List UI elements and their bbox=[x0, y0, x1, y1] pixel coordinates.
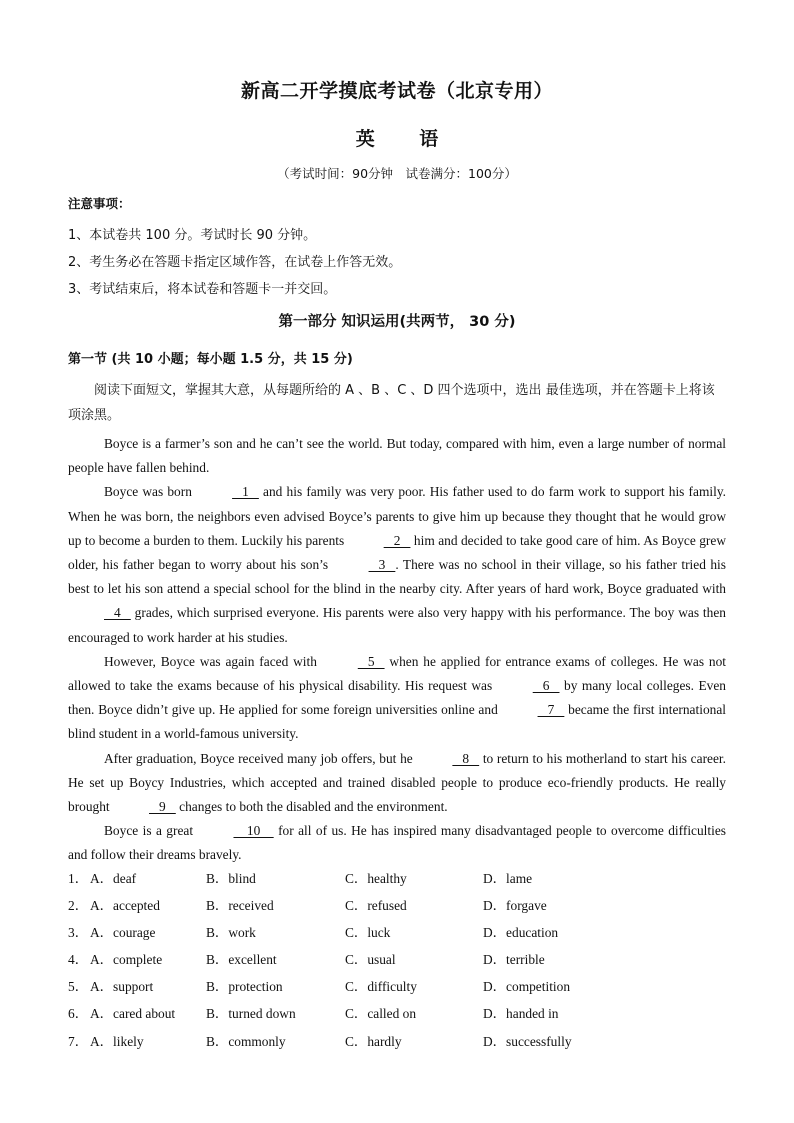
answer-blank: 8 bbox=[452, 750, 480, 766]
option-b: B．blind bbox=[206, 871, 256, 886]
question-number: 1． bbox=[68, 871, 89, 886]
answer-blank: 9 bbox=[149, 799, 176, 815]
passage-text: However, Boyce was again faced with bbox=[104, 653, 322, 669]
passage-text: grades, which surprised everyone. His parents were also very happy with his performance. The boy was then encouraged to work harder at his studies. bbox=[68, 605, 726, 645]
option-a: A．complete bbox=[90, 952, 163, 968]
question-row bbox=[68, 1003, 708, 1030]
option-d: D．lame bbox=[483, 871, 533, 886]
option-d: D．successfully bbox=[483, 1033, 572, 1049]
passage-paragraph bbox=[68, 480, 726, 649]
answer-blank: 7 bbox=[537, 702, 565, 718]
notice-item: 1、本试卷共 100 分。考试时长 90 分钟。 bbox=[68, 228, 317, 243]
question-number: 7． bbox=[68, 1033, 89, 1049]
question-row bbox=[68, 868, 708, 895]
passage-text: by many local colleges. Even then. Boyce didn’t give up. He applied for some foreign universities online and bbox=[68, 678, 727, 718]
passage-text: . There was no school in their village, so his father tried his best to let his son attend a special school for the blind in the nearby city. After years of hard work, Boyce graduated with bbox=[68, 557, 726, 597]
passage-text: him and decided to take good care of him. As Boyce grew older, his father began to worry about his son’s bbox=[68, 532, 726, 573]
passage-text: Boyce was born bbox=[104, 484, 197, 500]
question-row bbox=[68, 895, 708, 922]
section-instruction: 阅读下面短文，掌握其大意，从每题所给的 A 、B 、C 、D 四个选项中，选出 最佳选项，并在答题卡上将该项涂黑。 bbox=[68, 383, 715, 423]
passage-text: Boyce is a great bbox=[104, 823, 198, 839]
notice-heading: 注意事项： bbox=[68, 196, 131, 211]
question-row bbox=[68, 976, 708, 1003]
option-c: C．refused bbox=[345, 898, 407, 914]
option-b: B．turned down bbox=[206, 1006, 296, 1022]
answer-blank: 10 bbox=[233, 823, 274, 839]
part-heading: 第一部分 知识运用(共两节， 30 分) bbox=[278, 314, 516, 330]
passage-paragraph bbox=[68, 819, 726, 867]
notice-item: 3、考试结束后，将本试卷和答题卡一并交回。 bbox=[68, 282, 337, 297]
option-a: A．likely bbox=[90, 1033, 144, 1049]
option-c: C．usual bbox=[345, 952, 396, 968]
exam-info: （考试时间：90分钟 试卷满分：100分） bbox=[277, 166, 517, 181]
option-a: A．cared about bbox=[90, 1006, 176, 1022]
option-d: D．forgave bbox=[483, 898, 547, 914]
passage-text: became the first international blind student in a world-famous university. bbox=[68, 702, 726, 742]
subject-heading: 英 语 bbox=[355, 128, 439, 150]
option-d: D．handed in bbox=[483, 1006, 559, 1022]
question-options bbox=[68, 868, 708, 1058]
passage-paragraph bbox=[68, 650, 726, 747]
passage-text: for all of us. He has inspired many disadvantaged people to overcome difficulties and follow their dreams bravely. bbox=[68, 823, 726, 863]
option-d: D．education bbox=[483, 925, 559, 941]
passage-paragraph bbox=[68, 747, 726, 820]
answer-blank: 5 bbox=[357, 653, 385, 669]
option-a: A．support bbox=[90, 979, 154, 995]
option-c: C．luck bbox=[345, 925, 391, 941]
exam-title: 新高二开学摸底考试卷（北京专用） bbox=[240, 80, 553, 102]
option-d: D．terrible bbox=[483, 952, 545, 968]
passage-text: changes to both the disabled and the environment. bbox=[175, 799, 448, 815]
section-heading: 第一节 (共 10 小题；每小题 1.5 分，共 15 分) bbox=[68, 352, 353, 367]
answer-blank: 3 bbox=[368, 557, 396, 573]
reading-passage bbox=[68, 432, 726, 868]
question-number: 6． bbox=[68, 1006, 89, 1022]
passage-paragraph: Boyce is a farmer’s son and he can’t see the world. But today, compared with him, even a large number of normal people have fallen behind. bbox=[68, 436, 726, 476]
option-a: A．accepted bbox=[90, 898, 160, 914]
question-number: 2． bbox=[68, 898, 89, 914]
question-number: 3． bbox=[68, 925, 89, 941]
passage-text: to return to his motherland to start his career. He set up Boycy Industries, which accepted and trained disabled people to produce eco-friendly products. He really brought bbox=[68, 750, 726, 815]
notice-item: 2、考生务必在答题卡指定区域作答，在试卷上作答无效。 bbox=[68, 255, 402, 270]
answer-blank: 4 bbox=[104, 605, 131, 621]
option-a: A．courage bbox=[90, 925, 156, 941]
option-b: B．commonly bbox=[206, 1033, 286, 1049]
option-b: B．protection bbox=[206, 979, 283, 995]
option-c: C．hardly bbox=[345, 1033, 402, 1049]
question-row bbox=[68, 949, 708, 976]
answer-blank: 6 bbox=[532, 678, 560, 694]
passage-text: After graduation, Boyce received many job offers, but he bbox=[104, 750, 417, 766]
option-b: B．received bbox=[206, 898, 274, 914]
option-c: C．called on bbox=[345, 1006, 417, 1022]
passage-text: when he applied for entrance exams of colleges. He was not allowed to take the exams because of his physical disability. His request was bbox=[68, 653, 726, 694]
option-d: D．competition bbox=[483, 979, 571, 995]
option-a: A．deaf bbox=[90, 871, 137, 886]
question-row bbox=[68, 922, 708, 949]
option-c: C．healthy bbox=[345, 871, 407, 886]
question-number: 5． bbox=[68, 979, 89, 995]
question-number: 4． bbox=[68, 952, 89, 968]
answer-blank: 1 bbox=[232, 484, 259, 500]
passage-text: and his family was very poor. His father used to do farm work to support his family. When he was born, the neighbors even advised Boyce’s parents to give him up because they thought that he would grow up to become a burden to them. Luckily his parents bbox=[68, 484, 726, 548]
option-c: C．difficulty bbox=[345, 979, 417, 995]
option-b: B．excellent bbox=[206, 952, 277, 968]
answer-blank: 2 bbox=[383, 532, 411, 548]
question-row bbox=[68, 1031, 708, 1058]
option-b: B．work bbox=[206, 925, 256, 941]
